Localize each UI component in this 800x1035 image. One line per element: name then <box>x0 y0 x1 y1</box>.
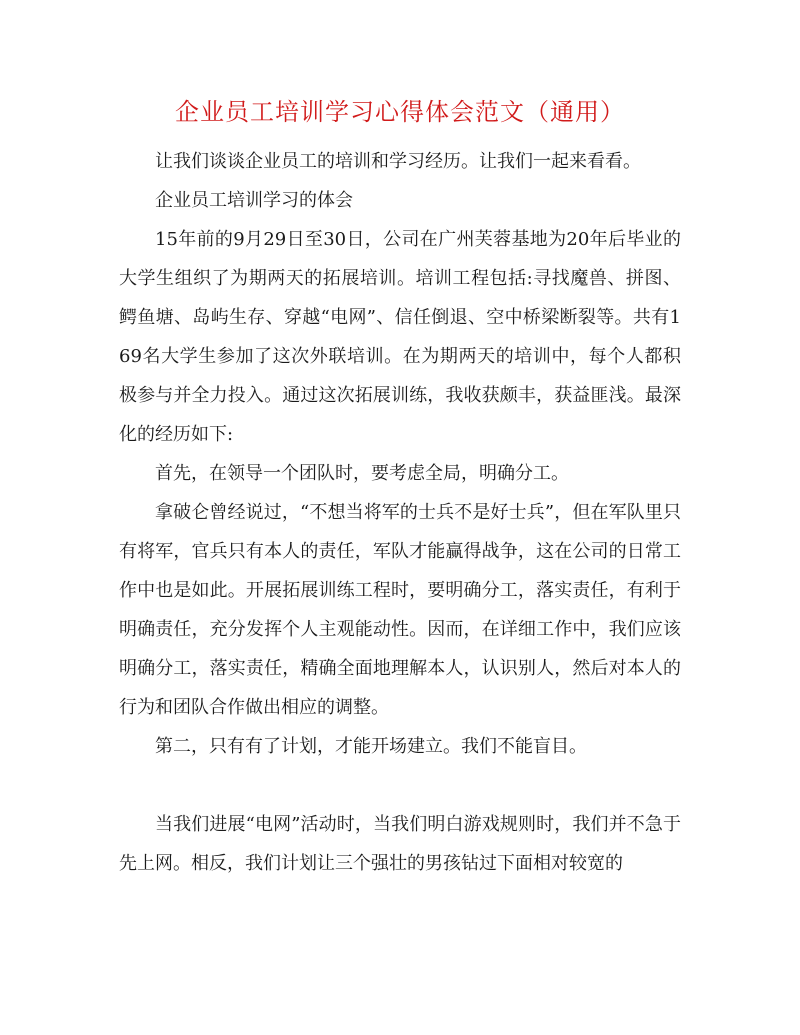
document-title: 企业员工培训学习心得体会范文（通用） <box>175 98 625 126</box>
paragraph-napoleon: 拿破仑曾经说过，“不想当将军的士兵不是好士兵”，但在军队里只有将军，官兵只有本人的责任，军队才能赢得战争，这在公司的日常工作中也是如此。开展拓展训练工程时，要明确分工，落实责任，有利于明确责任，充分发挥个人主观能动性。因而，在详细工作中，我们应该明确分工，落实责任，精确全面地理解本人，认识别人，然后对本人的行为和团队合作做出相应的调整。 <box>119 502 681 718</box>
document-page <box>119 96 681 883</box>
paragraph-electric-net: 当我们进展“电网”活动时，当我们明白游戏规则时，我们并不急于先上网。相反，我们计划让三个强壮的男孩钻过下面相对较宽的 <box>119 814 681 874</box>
paragraph-point-one: 首先，在领导一个团队时，要考虑全局，明确分工。 <box>155 463 569 484</box>
paragraph-intro: 让我们谈谈企业员工的培训和学习经历。让我们一起来看看。 <box>155 151 641 172</box>
paragraph-subtitle: 企业员工培训学习的体会 <box>155 190 353 211</box>
paragraph-point-two: 第二，只有有了计划，才能开场建立。我们不能盲目。 <box>155 736 587 757</box>
paragraph-training-overview: 15年前的9月29日至30日，公司在广州芙蓉基地为20年后毕业的大学生组织了为期两天的拓展培训。培训工程包括:寻找魔兽、拼图、鳄鱼塘、岛屿生存、穿越“电网”、信任倒退、空中桥梁断裂等。共有169名大学生参加了这次外联培训。在为期两天的培训中，每个人都积极参与并全力投入。通过这次拓展训练，我收获颇丰，获益匪浅。最深化的经历如下: <box>119 229 681 445</box>
paragraph-spacer <box>119 766 681 805</box>
